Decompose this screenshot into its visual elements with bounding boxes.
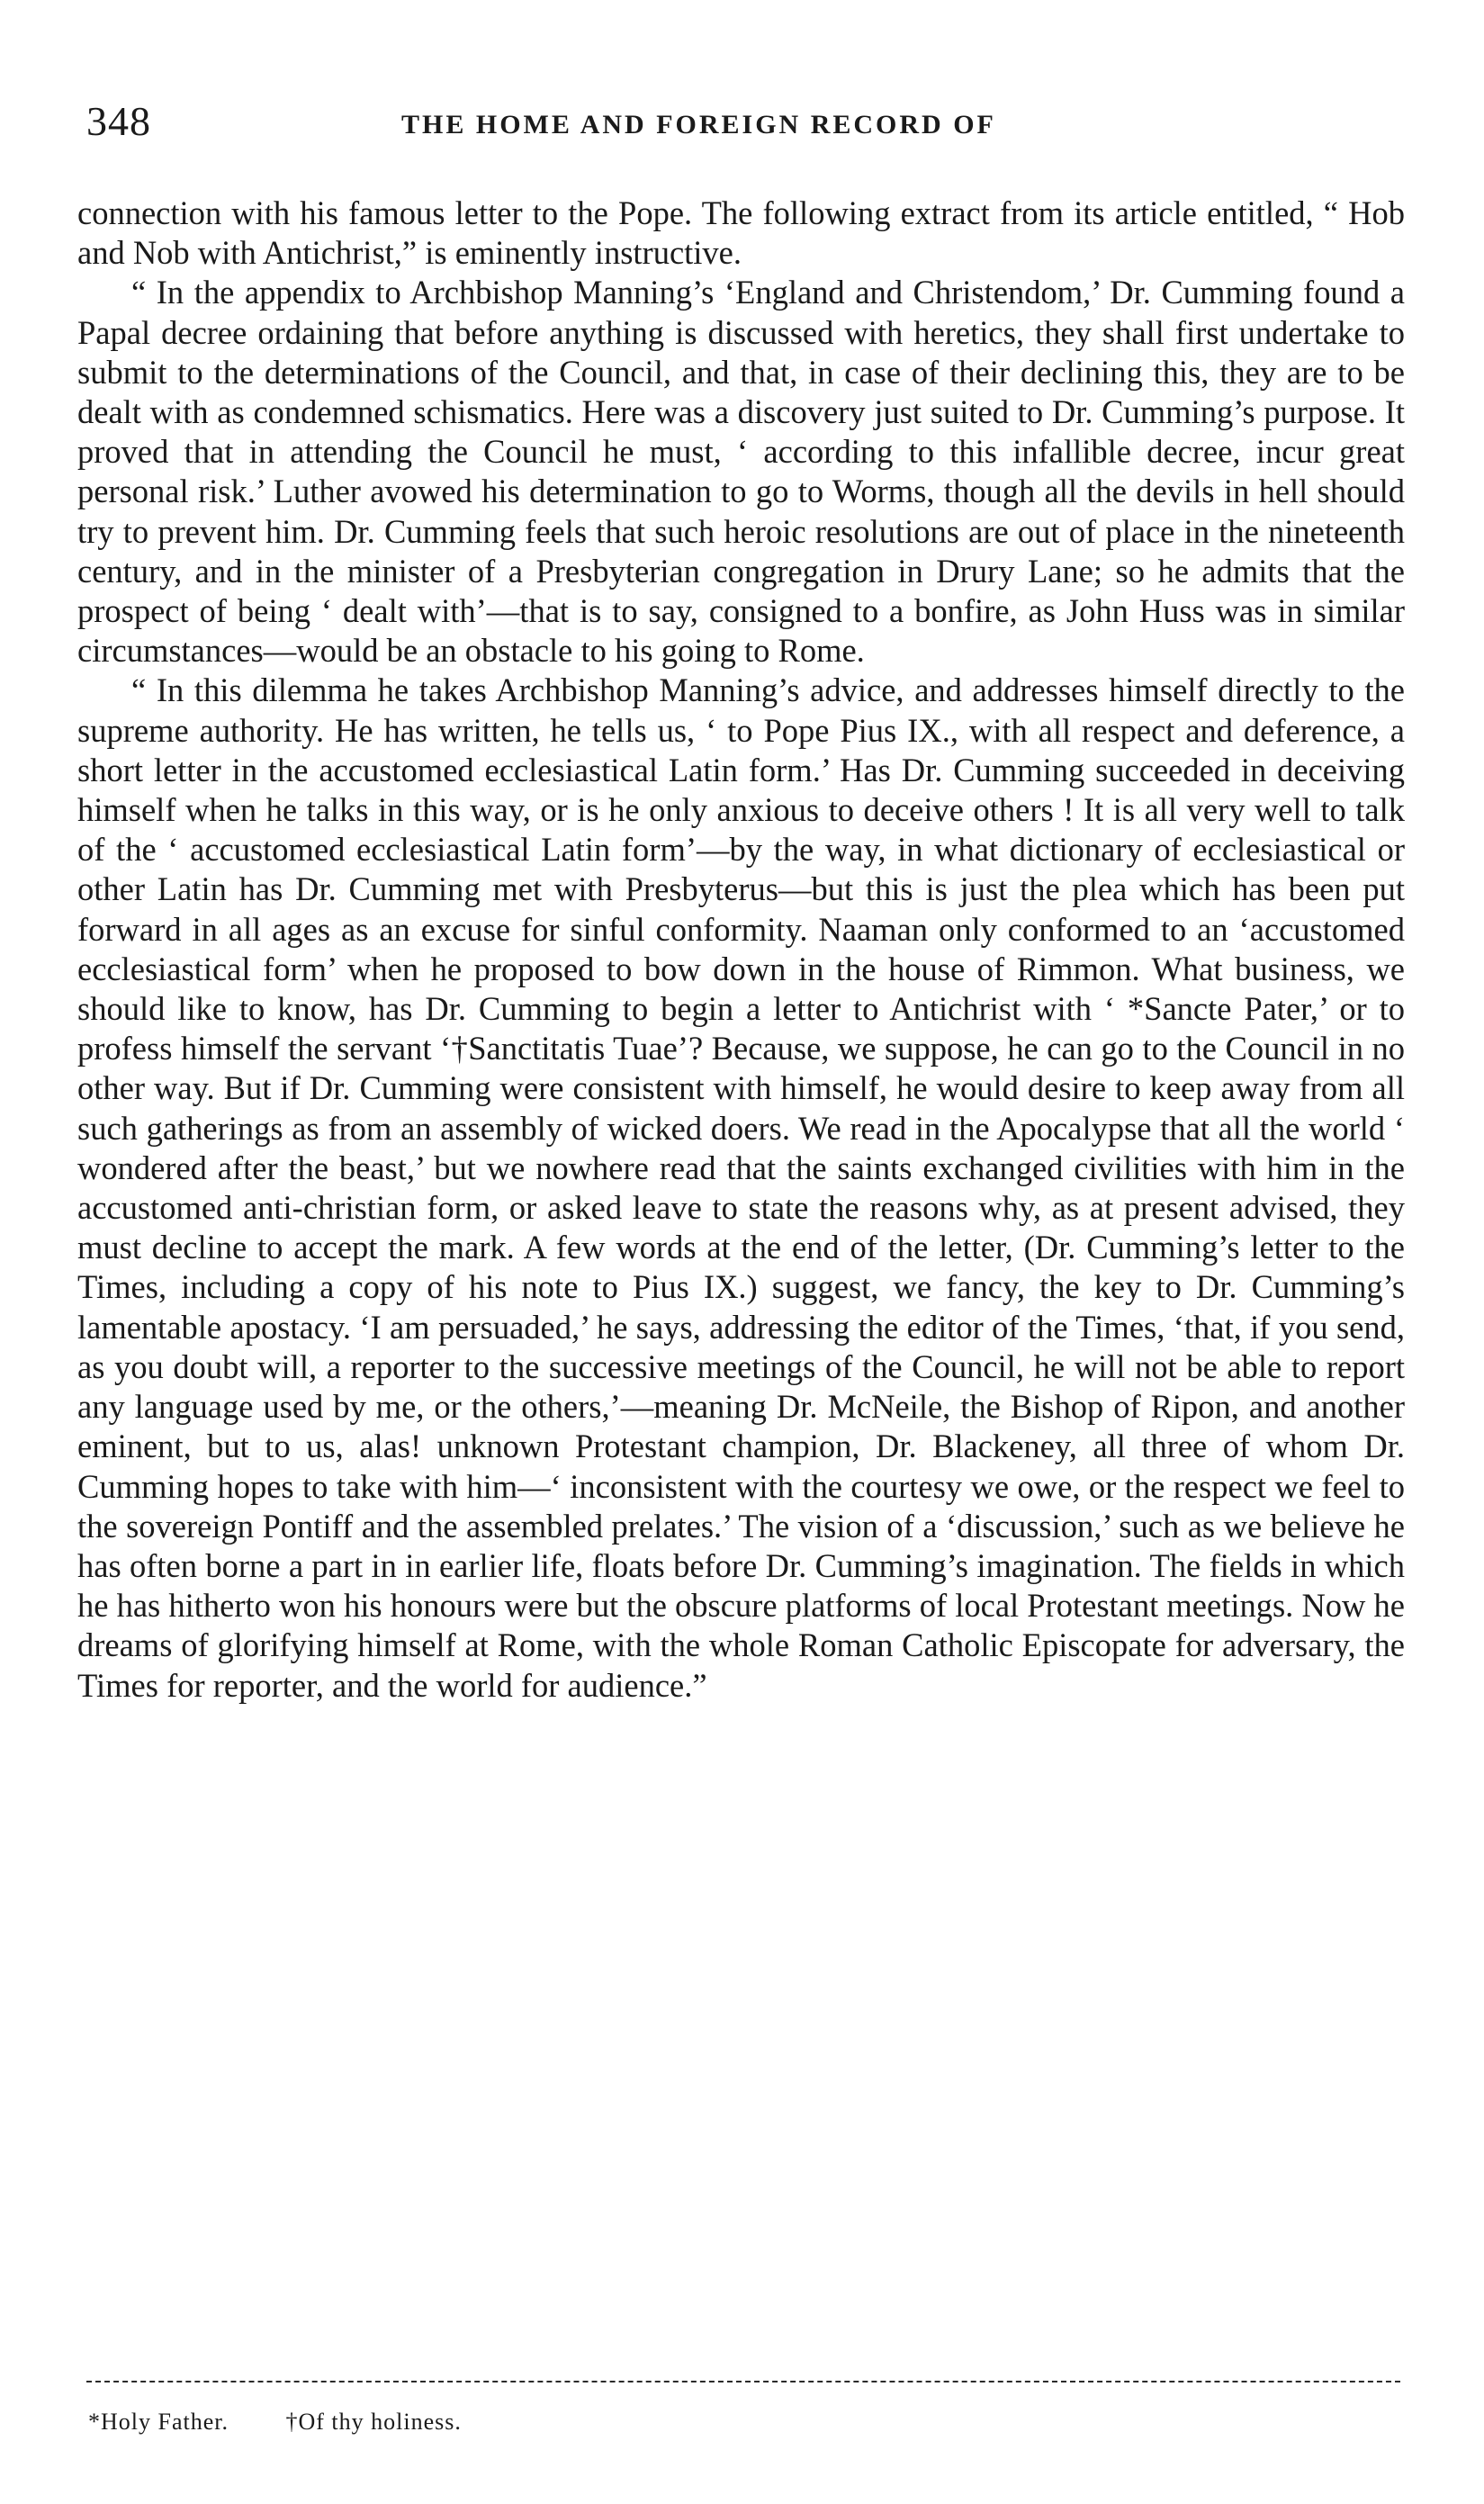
footnotes [88,2409,462,2436]
paragraph-continuation: connection with his famous letter to the Pope. The following extract from its article entitled, “ Hob and Nob with Antichrist,” is eminently instructive. [77,194,1405,272]
paragraph-quote-appendix: “ In the appendix to Archbishop Manning’s ‘England and Christendom,’ Dr. Cumming found a Papal decree ordaining that before anything is discussed with heretics, they shall first undertake to submit to the determinations of the Council, and that, in case of their declining this, they are to be dealt with as condemned schismatics. Here was a discovery just suited to Dr. Cumming’s purpose. It proved that in attending the Council he must, ‘ according to this infallible decree, incur great personal risk.’ Luther avowed his determination to go to Worms, though all the devils in hell should try to prevent him. Dr. Cumming feels that such heroic resolutions are out of place in the nineteenth century, and in the minister of a Presbyterian congregation in Drury Lane; so he admits that the prospect of being ‘ dealt with’—that is to say, consigned to a bonfire, as John Huss was in similar circumstances—would be an obstacle to his going to Rome. [77,274,1405,670]
paragraph-quote-dilemma: “ In this dilemma he takes Archbishop Manning’s advice, and addresses himself directly to the supreme authority. He has written, he tells us, ‘ to Pope Pius IX., with all respect and deference, a short letter in the accustomed ecclesiastical Latin form.’ Has Dr. Cumming succeeded in deceiving himself when he talks in this way, or is he only anxious to deceive others ! It is all very well to talk of the ‘ accustomed ecclesiastical Latin form’—by the way, in what dictionary of ecclesiastical or other Latin has Dr. Cumming met with Presbyterus—but this is just the plea which has been put forward in all ages as an excuse for sinful conformity. Naaman only conformed to an ‘accustomed ecclesiastical form’ when he proposed to bow down in the house of Rimmon. What business, we should like to know, has Dr. Cumming to begin a letter to Antichrist with ‘ *Sancte Pater,’ or to profess himself the servant ‘†Sanctitatis Tuae’? Because, we suppose, he can go to the Council in no other way. But if Dr. Cumming were consistent with himself, he would desire to keep away from all such gatherings as from an assembly of wicked doers. We read in the Apocalypse that all the world ‘ wondered after the beast,’ but we nowhere read that the saints exchanged civilities with him in the accustomed anti-christian form, or asked leave to state the reasons why, as at present advised, they must decline to accept the mark. A few words at the end of the letter, (Dr. Cumming’s letter to the Times, including a copy of his note to Pius IX.) suggest, we fancy, the key to Dr. Cumming’s lamentable apostacy. ‘I am persuaded,’ he says, addressing the editor of the Times, ‘that, if you send, as you doubt will, a reporter to the successive meetings of the Council, he will not be able to report any language used by me, or the others,’—meaning Dr. McNeile, the Bishop of Ripon, and another eminent, but to us, alas! unknown Protestant champion, Dr. Blackeney, all three of whom Dr. Cumming hopes to take with him—‘ inconsistent with the courtesy we owe, or the respect we feel to the sovereign Pontiff and the assembled prelates.’ The vision of a ‘discussion,’ such as we believe he has often borne a part in in earlier life, floats before Dr. Cumming’s imagination. The fields in which he has hitherto won his honours were but the obscure platforms of local Protestant meetings. Now he dreams of glorifying himself at Rome, with the whole Roman Catholic Episcopate for adversary, the Times for reporter, and the world for audience.” [77,671,1405,1704]
page-header [86,97,1400,151]
page-number: 348 [86,98,151,144]
footnote-divider [86,2381,1400,2382]
article-body [77,194,1405,1706]
running-title: THE HOME AND FOREIGN RECORD OF [401,110,996,140]
footnote-holy-father: *Holy Father. [88,2409,229,2435]
footnote-of-thy-holiness: †Of thy holiness. [285,2409,462,2435]
